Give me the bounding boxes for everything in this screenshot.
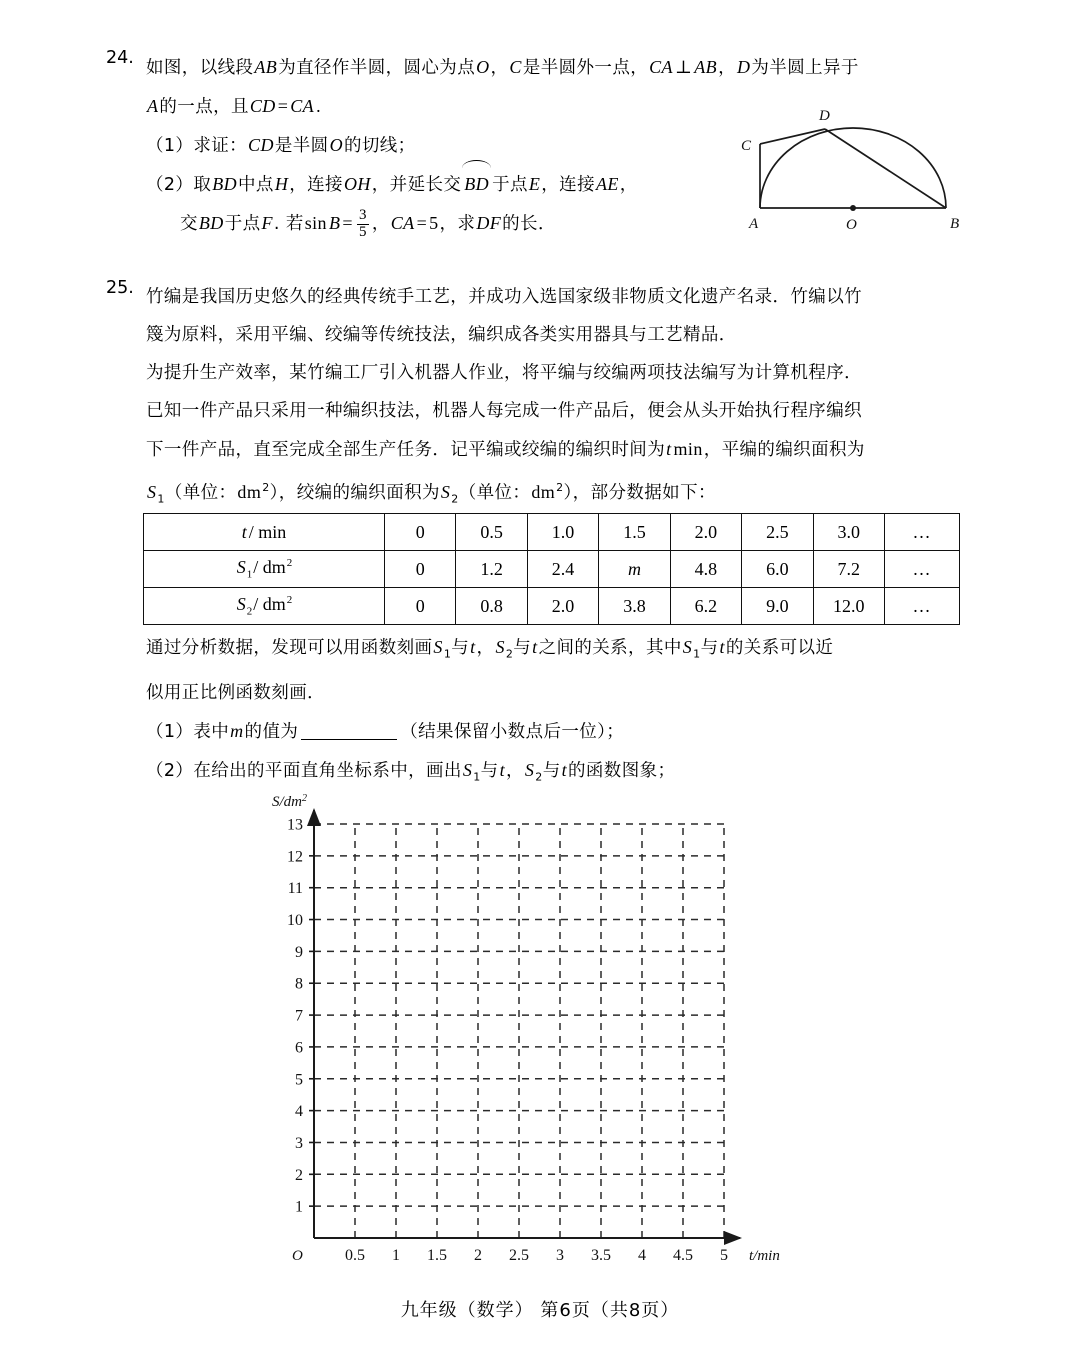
page-footer: 九年级（数学） 第6页（共8页） [400,1300,680,1321]
coordinate-plot[interactable] [262,788,802,1288]
x-tick-label: 4.5 [673,1247,693,1264]
cell-s1-3-m: m [599,551,670,588]
table-row-s1 [144,551,960,588]
semicircle-arc [760,128,946,208]
cell-s1-6: 7.2 [813,551,884,588]
cell-s1-1: 1.2 [456,551,527,588]
cell-t-2: 1.0 [527,514,598,551]
figure-label-b: B [950,216,960,232]
problem-25-question-1: （1）表中m的值为 （结果保留小数点后一位）； [146,720,625,742]
problem-25-question-2: （2）在给出的平面直角坐标系中，画出$S_1$与t，$S_2$与t的函数图象； [146,759,676,783]
problem-24-part-2-line-1: （2）取BD中点H，连接OH，并延长交 BD 于点E，连接AE， [146,165,980,204]
segment-db [825,129,946,208]
problem-25-para3-line-2: 似用正比例函数刻画． [146,682,325,703]
problem-25-para2-line-4: $S_1$（单位：$dm^2$），绞编的编织面积为$S_2$（单位：$dm^2$），部分数据如下： [147,481,716,506]
problem-25-para2-line-3: 下一件产品，直至完成全部生产任务．记平编或绞编的编织时间为t min，平编的编织面积为 [146,439,865,460]
row-header-s1: $S_1/$ $dm^2$ [144,551,385,588]
y-tick-label: 8 [295,975,303,993]
cell-t-1: 0.5 [456,514,527,551]
problem-25-para2-line-2: 已知一件产品只采用一种编织技法，机器人每完成一件产品后，便会从头开始执行程序编织 [146,401,862,421]
x-tick-label: 1 [392,1247,400,1264]
y-tick-label: 5 [295,1071,303,1089]
x-axis-label: t/min [749,1248,780,1264]
y-tick-label: 9 [295,943,303,961]
figure-label-a: A [749,216,759,232]
table-row-s2 [144,588,960,625]
y-tick-label: 10 [287,912,303,930]
figure-label-o: O [846,217,857,233]
cell-t-0: 0 [385,514,456,551]
y-tick-label: 13 [287,816,303,834]
y-tick-label: 6 [295,1039,303,1057]
grid-lines [314,824,724,1238]
x-tick-label: 0.5 [345,1247,365,1264]
y-tick-label: 7 [295,1007,303,1025]
problem-25-body [146,278,980,518]
x-tick-label: 4 [638,1247,646,1264]
cell-t-6: 3.0 [813,514,884,551]
problem-24-figure [735,100,975,245]
cell-s1-5: 6.0 [742,551,813,588]
cell-t-5: 2.5 [742,514,813,551]
origin-label: O [292,1248,303,1264]
y-tick-label: 4 [295,1103,303,1121]
y-tick-label: 1 [295,1198,303,1216]
cell-s2-ellipsis: … [885,588,960,625]
problem-25-body-2 [146,628,980,796]
fraction-three-fifths: $\frac{3}{5}$ [358,207,367,240]
cell-s2-6: 12.0 [813,588,884,625]
figure-label-d: D [819,108,830,124]
answer-blank-m[interactable] [301,739,397,740]
cell-s2-5: 9.0 [742,588,813,625]
problem-24-number: 24. [106,48,134,68]
x-tick-label: 2 [474,1247,482,1264]
cell-t-4: 2.0 [670,514,741,551]
cell-s2-2: 2.0 [527,588,598,625]
y-tick-label: 3 [295,1134,303,1152]
problem-25-para1-line-2: 篾为原料，采用平编、绞编等传统技法，编织成各类实用器具与工艺精品． [146,325,737,345]
cell-s1-0: 0 [385,551,456,588]
y-tick-label: 2 [295,1166,303,1184]
cell-s1-2: 2.4 [527,551,598,588]
center-point-o-dot [850,205,856,211]
cell-s1-ellipsis: … [885,551,960,588]
y-tick-label: 12 [287,848,303,866]
figure-label-c: C [741,138,752,154]
cell-s1-4: 4.8 [670,551,741,588]
problem-24-statement-line-1: 如图，以线段AB为直径作半圆，圆心为点O，C是半圆外一点，CA ⊥ AB，D为半圆上异于 [146,57,859,78]
tick-labels [287,817,728,1265]
data-table [143,513,960,625]
spacer-col [100,628,146,796]
problem-25 [100,278,980,518]
segment-cd [760,129,825,144]
arc-bd: BD [461,165,492,204]
problem-25-number: 25. [106,278,134,298]
row-header-t: t / min [144,514,385,551]
problem-24-part-1: （1）求证：CD是半圆O的切线； [146,135,416,156]
problem-25-continued [100,628,980,796]
cell-s2-0: 0 [385,588,456,625]
problem-25-para3-line-1: 通过分析数据，发现可以用函数刻画$S_1$与t，$S_2$与t之间的关系，其中$S_1$与t的关系可以近 [146,637,834,661]
y-tick-label: 11 [287,880,303,898]
x-tick-label: 2.5 [509,1247,529,1264]
x-tick-label: 1.5 [427,1247,447,1264]
problem-24-part-2-line-2: 交BD于点F. 若sin B = $\frac{3}{5}$ ，CA = 5，求DF的长． [180,207,556,240]
x-tick-label: 3.5 [591,1247,611,1264]
problem-24-statement-line-2: A的一点，且CD = CA . [147,96,321,117]
cell-t-3: 1.5 [599,514,670,551]
y-axis-label: $S/dm^2$ [272,792,307,810]
problem-25-para2-line-1: 为提升生产效率，某竹编工厂引入机器人作业，将平编与绞编两项技法编写为计算机程序． [146,363,862,383]
cell-s2-4: 6.2 [670,588,741,625]
cell-s2-1: 0.8 [456,588,527,625]
table-row-t [144,514,960,551]
x-tick-label: 5 [720,1247,728,1264]
x-tick-label: 3 [556,1247,564,1264]
problem-25-para1-line-1: 竹编是我国历史悠久的经典传统手工艺，并成功入选国家级非物质文化遗产名录．竹编以竹 [146,287,862,307]
cell-s2-3: 3.8 [599,588,670,625]
cell-t-ellipsis: … [885,514,960,551]
row-header-s2: $S_2/$ $dm^2$ [144,588,385,625]
